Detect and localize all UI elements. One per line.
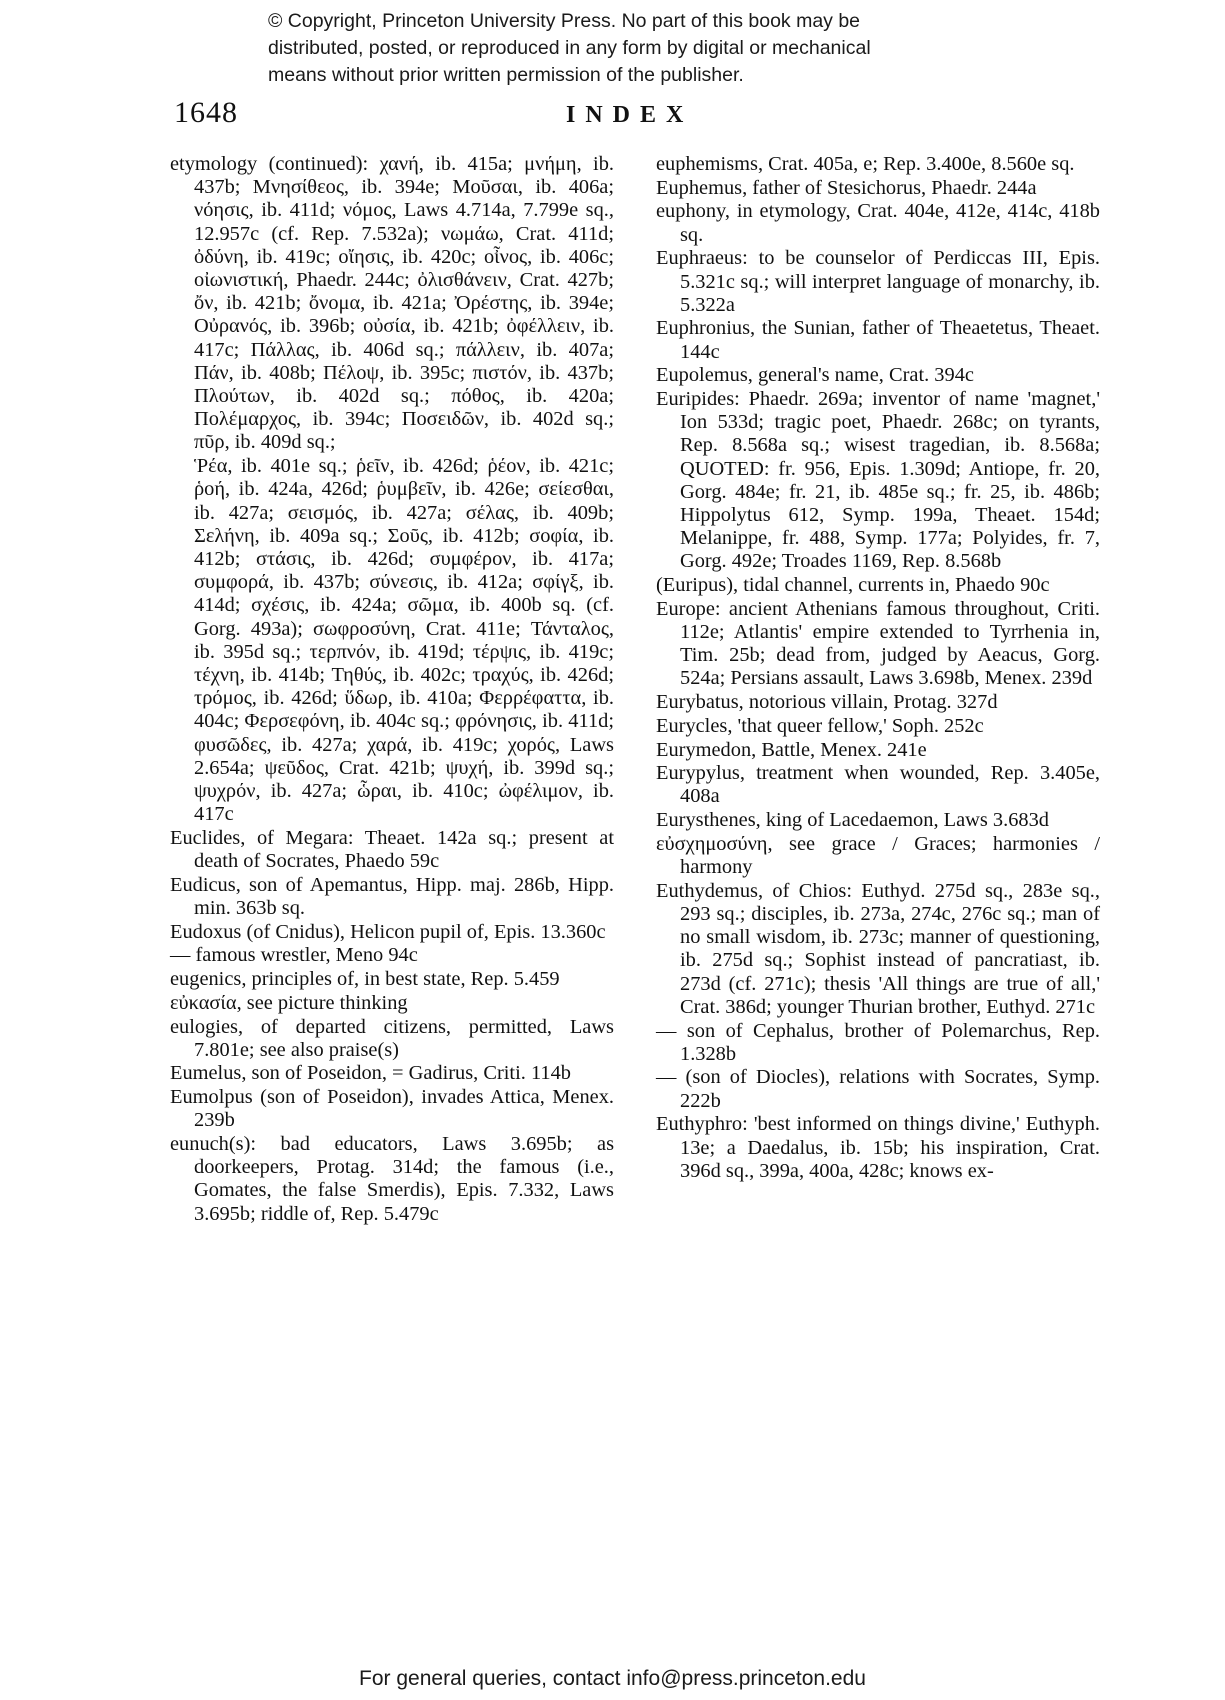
index-entry: Euthydemus, of Chios: Euthyd. 275d sq., 283e sq., 293 sq.; disciples, ib. 273a, 274c, 276c sq.; man of no small wisdom, ib. 273c; manner of questioning, ib. 275d sq.; Sophist instead of pancratiast, ib. 273d (cf. 271c); thesis 'All things are true of all,' Crat. 386d; younger Thurian brother, Euthyd. 271c <box>656 879 1100 1018</box>
copyright-notice <box>268 8 1028 89</box>
index-entry: (Euripus), tidal channel, currents in, Phaedo 90c <box>656 574 1050 597</box>
index-entry: Europe: ancient Athenians famous throughout, Criti. 112e; Atlantis' empire extended to Tyrrhenia in, Tim. 25b; dead from, judged by Aeacus, Gorg. 524a; Persians assault, Laws 3.698b, Menex. 239d <box>656 597 1100 690</box>
index-entry: euphony, in etymology, Crat. 404e, 412e, 414c, 418b sq. <box>656 200 1100 246</box>
page-title: INDEX <box>566 102 694 128</box>
index-entry: Euphraeus: to be counselor of Perdiccas III, Epis. 5.321c sq.; will interpret language of monarchy, ib. 5.322a <box>656 247 1100 316</box>
index-entry: Euripides: Phaedr. 269a; inventor of name 'magnet,' Ion 533d; tragic poet, Phaedr. 268c; on tyrants, Rep. 8.568a sq.; wisest tragedian, ib. 8.568a; QUOTED: fr. 956, Epis. 1.309d; Antiope, fr. 20, Gorg. 484e; fr. 21, ib. 485e sq.; fr. 25, ib. 486b; Hippolytus 612, Symp. 199a, Theaet. 154d; Melanippe, fr. 488, Symp. 177a; Polyides, fr. 7, Gorg. 492e; Troades 1169, Rep. 8.568b <box>656 388 1100 573</box>
index-entry: Ῥέα, ib. 401e sq.; ῥεῖν, ib. 426d; ῥέον, ib. 421c; ῥοή, ib. 424a, 426d; ῥυμβεῖν, ib. 426e; σείεσθαι, ib. 427a; σεισμός, ib. 427a; σέλας, ib. 409b; Σελήνη, ib. 409a sq.; Σοῦς, ib. 412b; σοφία, ib. 412b; στάσις, ib. 426d; συμφέρον, ib. 417a; συμφορά, ib. 437b; σύνεσις, ib. 412a; σφίγξ, ib. 414d; σχέσις, ib. 424a; σῶμα, ib. 400b sq. (cf. Gorg. 493a); σωφροσύνη, Crat. 411e; Τάνταλος, ib. 395d sq.; τερπνόν, ib. 419d; τέρψις, ib. 419c; τέχνη, ib. 414b; Τηθύς, ib. 402c; τραχύς, ib. 426d; τρόμος, ib. 426d; ὕδωρ, ib. 410a; Φερρέφαττα, ib. 404c; Φερσεφόνη, ib. 404c sq.; φρόνησις, ib. 411d; φυσῶδες, ib. 427a; χαρά, ib. 419c; χορός, Laws 2.654a; ψεῦδος, Crat. 421b; ψυχή, ib. 399d sq.; ψυχρόν, ib. 427a; ὧραι, ib. 410c; ὠφέλιμον, ib. 417c <box>194 455 614 826</box>
index-entry: Eurymedon, Battle, Menex. 241e <box>656 738 927 761</box>
index-entry: — famous wrestler, Meno 94c <box>170 944 418 967</box>
index-entry: Eudoxus (of Cnidus), Helicon pupil of, Epis. 13.360c <box>170 920 606 943</box>
index-entry: Euphronius, the Sunian, father of Theaetetus, Theaet. 144c <box>656 317 1100 363</box>
index-entry: eulogies, of departed citizens, permitted, Laws 7.801e; see also praise(s) <box>170 1015 614 1061</box>
index-entry: euphemisms, Crat. 405a, e; Rep. 3.400e, 8.560e sq. <box>656 153 1075 175</box>
index-entry: — (son of Diocles), relations with Socrates, Symp. 222b <box>656 1066 1100 1112</box>
index-entry: εὐσχημοσύνη, see grace / Graces; harmonies / harmony <box>656 832 1100 879</box>
index-entry: Eurysthenes, king of Lacedaemon, Laws 3.683d <box>656 809 1049 832</box>
index-entry: Eudicus, son of Apemantus, Hipp. maj. 286b, Hipp. min. 363b sq. <box>170 873 614 919</box>
index-entry: Eupolemus, general's name, Crat. 394c <box>656 364 974 387</box>
index-entry: etymology (continued): χανή, ib. 415a; μνήμη, ib. 437b; Μνησίθεος, ib. 394e; Μοῦσαι, ib. 406a; νόησις, ib. 411d; νόμος, Laws 4.714a, 7.799e sq., 12.957c (cf. Rep. 7.532a); νωμάω, Crat. 411d; ὀδύνη, ib. 419c; οἴησις, ib. 420c; οἶνος, ib. 406c; οἰωνιστική, Phaedr. 244c; ὀλισθάνειν, Crat. 427b; ὄν, ib. 421b; ὄνομα, ib. 421a; Ὀρέστης, ib. 394e; Οὐρανός, ib. 396b; οὐσία, ib. 421b; ὀφέλλειν, ib. 417c; Πάλλας, ib. 406d sq.; πάλλειν, ib. 407a; Πάν, ib. 408b; Πέλοψ, ib. 395c; πιστόν, ib. 437b; Πλούτων, ib. 402d sq.; πόθος, ib. 420a; Πολέμαρχος, ib. 394c; Ποσειδῶν, ib. 402d sq.; πῦρ, ib. 409d sq.; <box>170 153 614 454</box>
index-entry: Eurycles, 'that queer fellow,' Soph. 252c <box>656 714 984 737</box>
index-entry: eunuch(s): bad educators, Laws 3.695b; as doorkeepers, Protag. 314d; the famous (i.e., Gomates, the false Smerdis), Epis. 7.332, Laws 3.695b; riddle of, Rep. 5.479c <box>170 1133 614 1225</box>
copyright-line: distributed, posted, or reproduced in any form by digital or mechanical <box>268 37 871 59</box>
index-entry: Euthyphro: 'best informed on things divine,' Euthyph. 13e; a Daedalus, ib. 15b; his inspiration, Crat. 396d sq., 399a, 400a, 428c; knows ex- <box>656 1113 1100 1182</box>
index-column-left <box>170 153 614 1226</box>
index-entry: Eurypylus, treatment when wounded, Rep. 3.405e, 408a <box>656 762 1100 808</box>
index-column-right <box>656 153 1100 1183</box>
index-entry: Euphemus, father of Stesichorus, Phaedr. 244a <box>656 176 1037 199</box>
page-number: 1648 <box>174 96 238 129</box>
index-entry: — son of Cephalus, brother of Polemarchus, Rep. 1.328b <box>656 1019 1100 1065</box>
index-entry: Eumelus, son of Poseidon, = Gadirus, Criti. 114b <box>170 1062 571 1085</box>
footer-contact: For general queries, contact info@press.princeton.edu <box>359 1667 866 1690</box>
index-entry: εὐκασία, see picture thinking <box>170 991 408 1014</box>
index-entry: Eurybatus, notorious villain, Protag. 327d <box>656 691 998 714</box>
index-entry: Eumolpus (son of Poseidon), invades Attica, Menex. 239b <box>170 1086 614 1132</box>
index-entry: Euclides, of Megara: Theaet. 142a sq.; present at death of Socrates, Phaedo 59c <box>170 826 614 873</box>
copyright-line: means without prior written permission of the publisher. <box>268 64 744 86</box>
copyright-line: © Copyright, Princeton University Press. No part of this book may be <box>268 10 861 32</box>
index-entry: eugenics, principles of, in best state, Rep. 5.459 <box>170 968 560 991</box>
